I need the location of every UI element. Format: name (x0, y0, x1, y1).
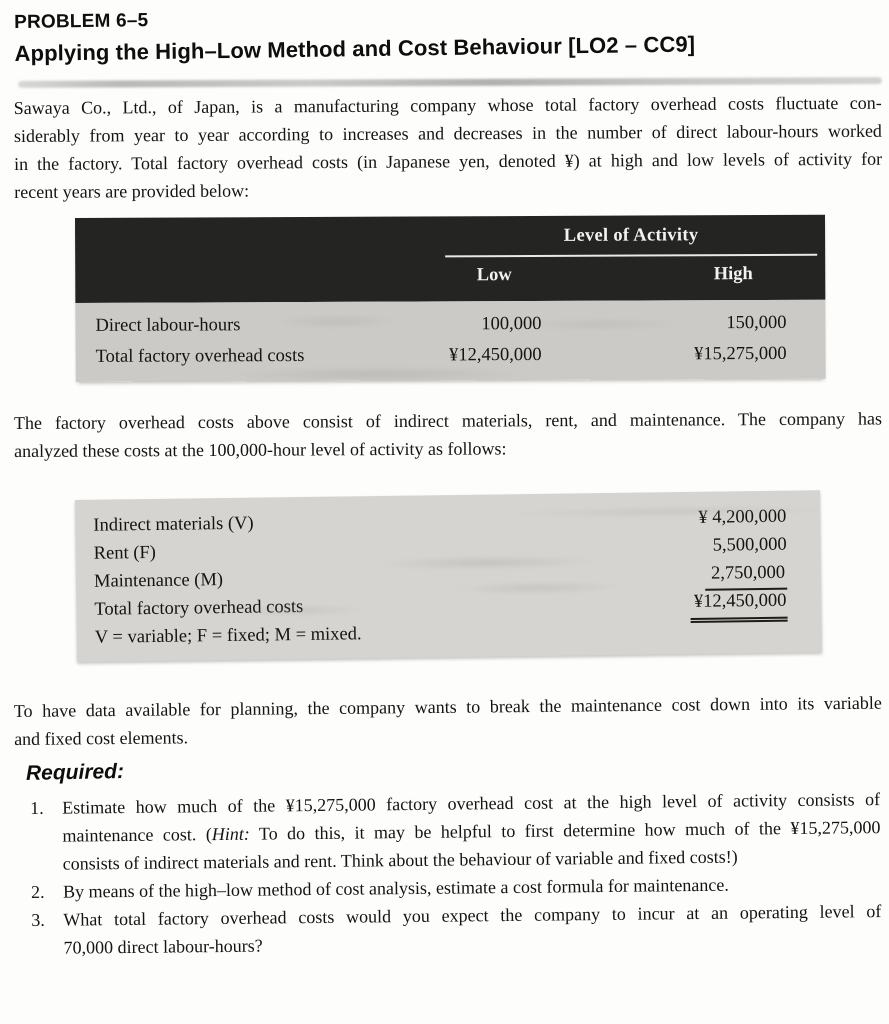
paragraph-line: and fixed cost elements. (14, 727, 189, 749)
planning-paragraph (14, 689, 882, 753)
item-marker: 3. (31, 909, 45, 930)
cost-label: Rent (F) (93, 542, 157, 564)
header-underline-rule (445, 254, 817, 258)
problem-title: Applying the High–Low Method and Cost Behaviour [LO2 – CC9] (14, 31, 696, 66)
paragraph-line: in the factory. Total factory overhead costs (in Japanese yen, denoted ¥) at high and low levels of activity for (14, 148, 883, 174)
row-label: Direct labour-hours (95, 315, 241, 336)
hint-label: Hint: (211, 823, 250, 845)
analysis-paragraph (14, 404, 882, 465)
cost-breakdown-table (75, 490, 822, 662)
required-heading: Required: (25, 759, 125, 785)
item-text-line: consists of indirect materials and rent. Think about the behaviour of variable and fixed costs!) (62, 846, 738, 874)
high-column-header: High (713, 264, 753, 285)
level-of-activity-label: Level of Activity (563, 225, 699, 246)
cost-footnote: V = variable; F = fixed; M = mixed. (94, 624, 362, 648)
cost-label: Maintenance (M) (93, 570, 224, 592)
high-value: 150,000 (726, 312, 787, 334)
table-row (76, 339, 826, 373)
section-divider-rule (18, 77, 882, 88)
activity-table-body (75, 300, 825, 382)
activity-table (75, 215, 826, 382)
required-item (30, 785, 881, 878)
item-text-line: What total factory overhead costs would you expect the company to incur at an operating level of (63, 901, 882, 930)
low-column-header: Low (476, 265, 512, 286)
problem-header (14, 0, 875, 67)
low-value: 100,000 (481, 313, 542, 335)
required-item (31, 897, 882, 962)
cost-label: Total factory overhead costs (94, 597, 304, 620)
item-marker: 2. (30, 881, 45, 902)
table-row (75, 308, 825, 342)
low-value: ¥12,450,000 (449, 344, 542, 366)
problem-number: PROBLEM 6–5 (14, 10, 149, 33)
required-list (30, 785, 882, 962)
item-text-line: Estimate how much of the ¥15,275,000 factory overhead cost at the high level of activity consists of (62, 789, 881, 818)
item-text-line: By means of the high–low method of cost analysis, estimate a cost formula for maintenance. (62, 874, 729, 902)
item-text-line: 70,000 direct labour-hours? (63, 935, 263, 958)
item-marker: 1. (30, 797, 44, 818)
cost-label: Indirect materials (V) (93, 513, 254, 536)
paragraph-line: analyzed these costs at the 100,000-hour level of activity as follows: (14, 438, 507, 461)
paragraph-line: siderably from year to year according to increases and decreases in the number of direct labour-hours worked (13, 120, 882, 147)
paragraph-line: recent years are provided below: (14, 180, 250, 202)
paragraph-line: The factory overhead costs above consist of indirect materials, rent, and maintenance. The company has (13, 408, 882, 434)
paragraph-line: Sawaya Co., Ltd., of Japan, is a manufacturing company whose total factory overhead costs fluctuate con- (13, 92, 882, 119)
high-value: ¥15,275,000 (694, 343, 787, 365)
cost-value: ¥ 4,200,000 (698, 506, 787, 528)
item-text-segment: maintenance cost. ( (62, 824, 212, 846)
cost-value: ¥12,450,000 (690, 587, 788, 623)
intro-paragraph (14, 89, 883, 206)
item-text-segment: To do this, it may be helpful to first determine how much of the ¥15,275,000 (249, 817, 881, 844)
row-label: Total factory overhead costs (95, 346, 305, 367)
activity-table-header (75, 215, 825, 303)
paragraph-line: To have data available for planning, the company wants to break the maintenance cost down into its variable (13, 692, 882, 722)
cost-value: 5,500,000 (712, 534, 787, 556)
cost-value: 2,750,000 (705, 559, 787, 591)
